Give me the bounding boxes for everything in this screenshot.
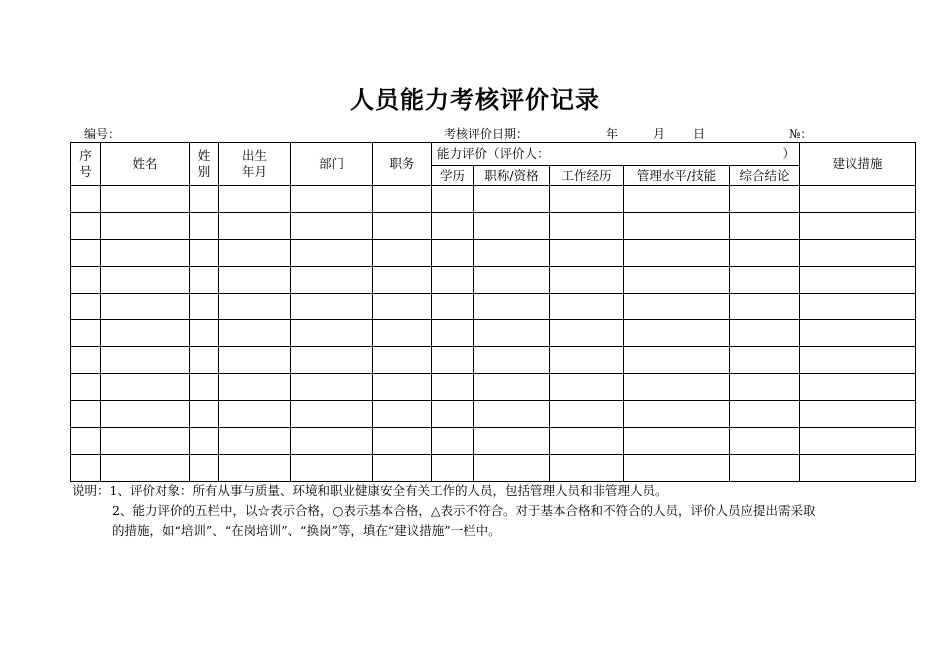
table-cell[interactable] — [219, 239, 291, 266]
table-cell[interactable] — [474, 293, 550, 320]
table-cell[interactable] — [71, 266, 101, 293]
table-row — [71, 212, 916, 239]
table-cell[interactable] — [291, 186, 373, 213]
table-cell[interactable] — [190, 212, 219, 239]
header-overall-conclusion: 综合结论 — [730, 166, 800, 186]
table-cell[interactable] — [190, 320, 219, 347]
table-cell[interactable] — [550, 454, 624, 481]
table-cell[interactable] — [800, 186, 916, 213]
header-department: 部门 — [291, 143, 373, 186]
table-cell[interactable] — [550, 320, 624, 347]
table-cell[interactable] — [800, 239, 916, 266]
table-cell[interactable] — [291, 428, 373, 455]
table-cell[interactable] — [432, 293, 474, 320]
table-cell[interactable] — [432, 320, 474, 347]
table-row — [71, 186, 916, 213]
table-cell[interactable] — [190, 347, 219, 374]
header-management-skill: 管理水平/技能 — [624, 166, 730, 186]
table-cell[interactable] — [71, 347, 101, 374]
table-cell[interactable] — [71, 239, 101, 266]
table-cell[interactable] — [432, 347, 474, 374]
table-cell[interactable] — [190, 266, 219, 293]
table-body — [71, 186, 916, 482]
header-position: 职务 — [373, 143, 432, 186]
table-cell[interactable] — [219, 428, 291, 455]
header-birth: 出生 年月 — [219, 143, 291, 186]
table-cell[interactable] — [800, 401, 916, 428]
table-cell[interactable] — [730, 320, 800, 347]
table-cell[interactable] — [432, 374, 474, 401]
table-cell[interactable] — [219, 401, 291, 428]
table-cell[interactable] — [730, 239, 800, 266]
header-seq: 序 号 — [71, 143, 101, 186]
table-cell[interactable] — [101, 320, 190, 347]
table-cell[interactable] — [474, 266, 550, 293]
table-cell[interactable] — [624, 293, 730, 320]
table-cell[interactable] — [474, 428, 550, 455]
table-cell[interactable] — [101, 212, 190, 239]
table-cell[interactable] — [474, 239, 550, 266]
table-cell[interactable] — [71, 320, 101, 347]
assessment-table — [70, 142, 916, 482]
header-gender: 姓 别 — [190, 143, 219, 186]
table-cell[interactable] — [474, 320, 550, 347]
table-cell[interactable] — [800, 293, 916, 320]
note-line-2: 2、能力评价的五栏中，以☆表示合格，○表示基本合格，△表示不符合。对于基本合格和不符合的人员，评价人员应提出需采取 — [112, 503, 816, 518]
table-cell[interactable] — [550, 266, 624, 293]
table-cell[interactable] — [730, 428, 800, 455]
table-row — [71, 374, 916, 401]
table-cell[interactable] — [101, 293, 190, 320]
table-cell[interactable] — [432, 401, 474, 428]
serial-number-label: 编号： — [84, 127, 121, 141]
table-cell[interactable] — [624, 401, 730, 428]
table-cell[interactable] — [624, 454, 730, 481]
table-cell[interactable] — [550, 374, 624, 401]
table-cell[interactable] — [219, 186, 291, 213]
table-cell[interactable] — [432, 266, 474, 293]
table-cell[interactable] — [474, 186, 550, 213]
table-cell[interactable] — [474, 454, 550, 481]
table-cell[interactable] — [624, 186, 730, 213]
table-cell[interactable] — [190, 186, 219, 213]
table-cell[interactable] — [800, 374, 916, 401]
table-cell[interactable] — [291, 454, 373, 481]
table-cell[interactable] — [101, 266, 190, 293]
ability-evaluation-label: 能力评价（评价人： — [437, 146, 550, 161]
header-name: 姓名 — [101, 143, 190, 186]
table-row — [71, 428, 916, 455]
table-cell[interactable] — [432, 186, 474, 213]
table-cell[interactable] — [624, 374, 730, 401]
header-suggestion: 建议措施 — [800, 143, 916, 186]
table-cell[interactable] — [474, 212, 550, 239]
table-cell[interactable] — [373, 320, 432, 347]
eval-date-year-label: 年 — [606, 127, 619, 141]
ability-evaluation-close: ） — [782, 146, 796, 161]
table-cell[interactable] — [71, 212, 101, 239]
table-cell[interactable] — [101, 186, 190, 213]
table-cell[interactable] — [101, 454, 190, 481]
table-cell[interactable] — [550, 293, 624, 320]
table-cell[interactable] — [219, 374, 291, 401]
table-row — [71, 347, 916, 374]
table-cell[interactable] — [219, 212, 291, 239]
table-cell[interactable] — [101, 239, 190, 266]
table-cell[interactable] — [624, 239, 730, 266]
table-cell[interactable] — [730, 266, 800, 293]
notes-section — [72, 481, 902, 541]
header-education: 学历 — [432, 166, 474, 186]
table-cell[interactable] — [71, 293, 101, 320]
table-cell[interactable] — [800, 320, 916, 347]
table-cell[interactable] — [71, 428, 101, 455]
table-cell[interactable] — [373, 239, 432, 266]
header-work-experience: 工作经历 — [550, 166, 624, 186]
table-cell[interactable] — [219, 266, 291, 293]
table-cell[interactable] — [624, 428, 730, 455]
table-cell[interactable] — [624, 266, 730, 293]
table-cell[interactable] — [190, 454, 219, 481]
table-row — [71, 293, 916, 320]
table-cell[interactable] — [730, 212, 800, 239]
table-cell[interactable] — [291, 401, 373, 428]
table-cell[interactable] — [730, 454, 800, 481]
table-cell[interactable] — [71, 454, 101, 481]
table-cell[interactable] — [550, 186, 624, 213]
table-cell[interactable] — [432, 239, 474, 266]
header-title-qualification: 职称/资格 — [474, 166, 550, 186]
table-header-row — [71, 143, 916, 166]
eval-date-month-label: 月 — [653, 127, 666, 141]
record-no-label: №： — [789, 127, 813, 141]
table-cell[interactable] — [373, 374, 432, 401]
document-title: 人员能力考核评价记录 — [350, 86, 600, 114]
table-cell[interactable] — [624, 320, 730, 347]
table-cell[interactable] — [71, 186, 101, 213]
table-cell[interactable] — [219, 320, 291, 347]
table-cell[interactable] — [474, 374, 550, 401]
table-cell[interactable] — [71, 374, 101, 401]
table-cell[interactable] — [291, 347, 373, 374]
table-cell[interactable] — [624, 212, 730, 239]
table-cell[interactable] — [291, 320, 373, 347]
table-cell[interactable] — [550, 347, 624, 374]
table-cell[interactable] — [219, 347, 291, 374]
table-cell[interactable] — [190, 374, 219, 401]
note-line-1: 说明：1、评价对象：所有从事与质量、环境和职业健康安全有关工作的人员，包括管理人员和非管理人员。 — [72, 483, 668, 498]
table-cell[interactable] — [373, 186, 432, 213]
table-cell[interactable] — [291, 293, 373, 320]
table-cell[interactable] — [373, 454, 432, 481]
note-line-3: 的措施，如“培训”、“在岗培训”、“换岗”等，填在“建议措施”一栏中。 — [112, 523, 501, 538]
table-cell[interactable] — [730, 374, 800, 401]
table-cell[interactable] — [373, 293, 432, 320]
table-cell[interactable] — [190, 428, 219, 455]
table-cell[interactable] — [190, 293, 219, 320]
table-cell[interactable] — [550, 401, 624, 428]
table-cell[interactable] — [550, 212, 624, 239]
table-cell[interactable] — [373, 212, 432, 239]
table-cell[interactable] — [291, 239, 373, 266]
table-cell[interactable] — [190, 401, 219, 428]
table-cell[interactable] — [550, 428, 624, 455]
table-row — [71, 266, 916, 293]
table-cell[interactable] — [190, 239, 219, 266]
table-cell[interactable] — [291, 212, 373, 239]
eval-date-day-label: 日 — [693, 127, 706, 141]
table-cell[interactable] — [432, 212, 474, 239]
table-cell[interactable] — [624, 347, 730, 374]
table-cell[interactable] — [800, 454, 916, 481]
table-row — [71, 320, 916, 347]
table-cell[interactable] — [800, 212, 916, 239]
table-cell[interactable] — [71, 401, 101, 428]
table-row — [71, 454, 916, 481]
table-cell[interactable] — [291, 374, 373, 401]
table-cell[interactable] — [474, 401, 550, 428]
table-cell[interactable] — [101, 347, 190, 374]
header-ability-evaluation — [432, 143, 800, 166]
table-cell[interactable] — [373, 347, 432, 374]
table-cell[interactable] — [101, 401, 190, 428]
table-cell[interactable] — [219, 293, 291, 320]
table-cell[interactable] — [730, 293, 800, 320]
table-cell[interactable] — [373, 428, 432, 455]
table-cell[interactable] — [432, 428, 474, 455]
table-cell[interactable] — [101, 374, 190, 401]
table-cell[interactable] — [800, 428, 916, 455]
table-cell[interactable] — [730, 347, 800, 374]
table-row — [71, 401, 916, 428]
table-cell[interactable] — [800, 347, 916, 374]
table-cell[interactable] — [432, 454, 474, 481]
table-cell[interactable] — [373, 266, 432, 293]
table-cell[interactable] — [373, 401, 432, 428]
table-cell[interactable] — [101, 428, 190, 455]
table-cell[interactable] — [291, 266, 373, 293]
eval-date-label: 考核评价日期： — [444, 127, 529, 141]
table-cell[interactable] — [730, 401, 800, 428]
table-row — [71, 239, 916, 266]
table-cell[interactable] — [474, 347, 550, 374]
table-cell[interactable] — [730, 186, 800, 213]
table-cell[interactable] — [219, 454, 291, 481]
table-cell[interactable] — [550, 239, 624, 266]
table-cell[interactable] — [800, 266, 916, 293]
